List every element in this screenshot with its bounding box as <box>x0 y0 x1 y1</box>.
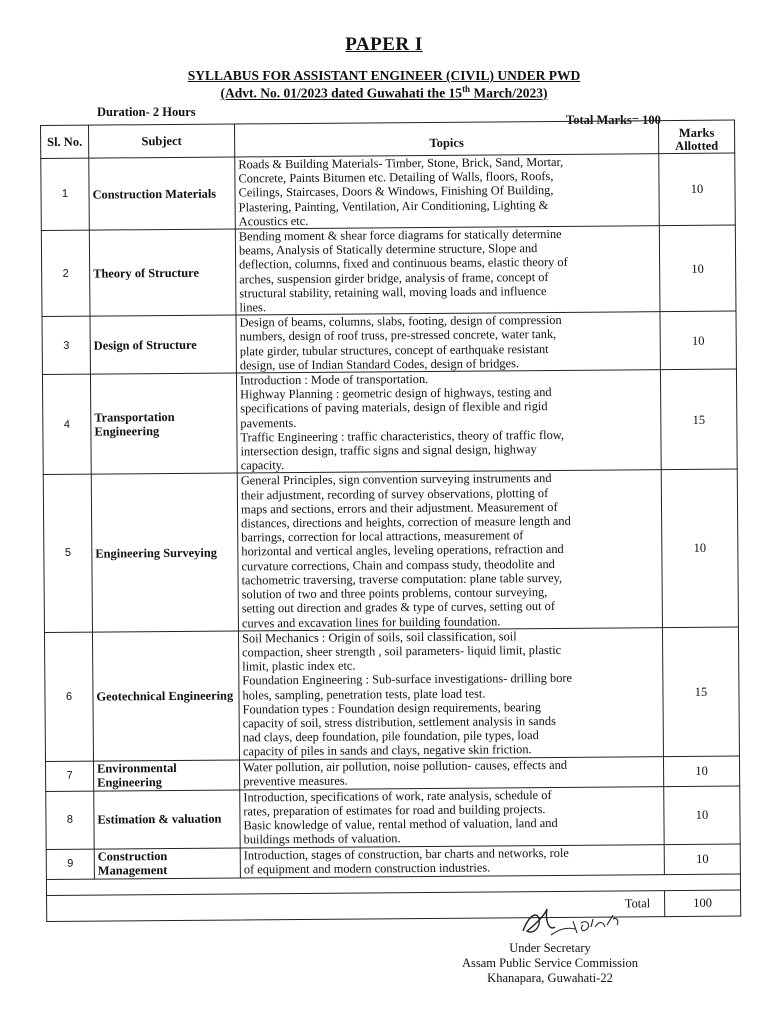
row-number: 3 <box>42 316 90 374</box>
topic-line: plate girder, tubular structures, concept of earthquake resistant <box>239 341 549 359</box>
row-number: 2 <box>41 230 90 317</box>
topic-line: specifications of paving materials, design of flexible and rigid <box>240 399 548 416</box>
row-topics <box>236 312 660 373</box>
row-number: 9 <box>46 849 94 879</box>
table-row <box>41 153 736 230</box>
topic-line: Design of beams, columns, slabs, footing, design of compression <box>239 313 562 330</box>
header-marks: Marks Allotted <box>658 120 734 154</box>
row-topics <box>239 756 663 789</box>
row-marks: 10 <box>660 311 736 369</box>
row-subject: Environmental Engineering <box>93 759 239 790</box>
total-row <box>47 890 741 921</box>
row-number: 8 <box>46 791 94 849</box>
advertisement-line <box>0 84 768 102</box>
topic-line: arches, suspension girder bridge, analysis of frame, concept of <box>239 269 549 287</box>
topic-line: tachometric traversing, traverse computation: plane table survey, <box>241 570 563 588</box>
topic-line: Bending moment & shear force diagrams for statically determine <box>238 226 562 244</box>
handwritten-signature <box>515 905 625 943</box>
topic-line: lines. <box>239 300 266 315</box>
row-subject: Geotechnical Engineering <box>92 631 239 761</box>
topic-line: horizontal and vertical angles, leveling operations, refraction and <box>241 542 564 559</box>
topic-line: distances, directions and heights, correction of measure length and <box>241 513 571 531</box>
signatory-address: Khanapara, Guwahati-22 <box>487 971 613 985</box>
row-number: 5 <box>43 475 92 633</box>
topic-line: Basic knowledge of value, rental method of valuation, land and <box>243 815 558 833</box>
row-number: 7 <box>45 761 93 791</box>
topic-line: Plastering, Painting, Ventilation, Air Conditioning, Lighting & <box>238 197 549 215</box>
table-row <box>43 470 738 633</box>
total-value: 100 <box>665 890 741 917</box>
row-number: 6 <box>44 632 93 761</box>
row-subject: Transportation Engineering <box>90 373 237 475</box>
topic-line: Introduction, specifications of work, rate analysis, schedule of <box>243 787 552 805</box>
row-marks: 15 <box>660 369 737 470</box>
topic-line: Roads & Building Materials- Timber, Stone, Brick, Sand, Mortar, <box>238 154 564 172</box>
total-marks-label: Total Marks= 100 <box>566 113 661 127</box>
row-subject: Engineering Surveying <box>91 473 238 631</box>
table-row <box>42 369 737 475</box>
duration-label: Duration- 2 Hours <box>97 105 196 119</box>
row-topics <box>235 154 660 229</box>
topic-line: Water pollution, air pollution, noise pollution- causes, effects and <box>242 757 568 775</box>
row-topics <box>240 844 664 877</box>
topic-line: limit, plastic index etc. <box>242 658 356 674</box>
advt-sup: th <box>462 84 471 94</box>
topic-line: Highway Planning : geometric design of highways, testing and <box>240 385 552 402</box>
topic-line: structural stability, retaining wall, moving loads and influence <box>239 283 547 301</box>
topic-line: maps and sections, errors and their adjustment. Measurement of <box>240 499 558 517</box>
row-subject: Theory of Structure <box>89 229 236 316</box>
topic-line: their adjustment, recording of survey observations, plotting of <box>240 485 549 503</box>
topic-line: Ceilings, Staircases, Doors & Windows, Finishing Of Building, <box>238 183 554 200</box>
topic-line: numbers, design of roof truss, pre-stressed concrete, water tank, <box>239 327 557 344</box>
table-row <box>46 786 740 849</box>
signature-text <box>440 941 660 986</box>
blank-cell <box>664 874 740 891</box>
topic-line: Traffic Engineering : traffic characteristics, theory of traffic flow, <box>240 427 565 445</box>
row-marks: 10 <box>664 786 740 845</box>
topic-line: Acoustics etc. <box>238 213 309 229</box>
topic-line: Concrete, Paints Bitumen etc. Detailing of Walls, floors, Roofs, <box>238 169 554 186</box>
row-subject: Design of Structure <box>90 315 236 374</box>
topic-line: Introduction, stages of construction, bar charts and networks, role <box>243 845 569 863</box>
topic-line: curvature corrections, Chain and compass study, theodolite and <box>241 556 555 574</box>
topic-line: capacity of soil, stress distribution, settlement analysis in sands <box>242 713 556 731</box>
table-header-row <box>41 120 735 158</box>
row-subject: Estimation & valuation <box>94 789 240 848</box>
topic-line: pavements. <box>240 415 297 431</box>
syllabus-subtitle: SYLLABUS FOR ASSISTANT ENGINEER (CIVIL) UNDER PWD <box>187 68 581 83</box>
header-sl-no: Sl. No. <box>41 125 89 158</box>
row-marks: 10 <box>663 756 739 787</box>
row-topics <box>235 226 660 316</box>
signatory-title: Under Secretary <box>509 941 591 955</box>
blank-cell <box>46 879 94 895</box>
topic-line: curves and excavation lines for building foundation. <box>241 613 501 630</box>
row-topics <box>236 370 661 474</box>
topic-line: holes, sampling, penetration tests, plate load test. <box>242 686 486 702</box>
topic-line: intersection design, traffic signs and signal design, highway <box>240 442 537 459</box>
topic-line: Foundation Engineering : Sub-surface investigations- drilling bore <box>242 671 573 688</box>
topic-line: capacity. <box>240 458 285 473</box>
topic-line: preventive measures. <box>243 773 348 789</box>
row-topics <box>240 786 664 847</box>
table-row <box>42 311 736 374</box>
topic-line: General Principles, sign convention surveying instruments and <box>240 471 552 488</box>
advt-tail: March/2023) <box>470 85 548 101</box>
topic-line: design, use of Indian Standard Codes, design of bridges. <box>239 356 520 373</box>
topic-line: beams, Analysis of Statically determine structure, Slope and <box>238 241 538 258</box>
topic-line: rates, preparation of estimates for road and building projects. <box>243 801 546 819</box>
table-row <box>41 225 736 317</box>
topic-line: deflection, columns, fixed and continuous beams, elastic theory of <box>239 255 568 272</box>
syllabus-table <box>40 120 741 922</box>
row-topics <box>238 627 663 759</box>
header-topics: Topics <box>234 121 658 157</box>
row-subject: Construction Management <box>94 847 240 878</box>
header-subject: Subject <box>89 124 235 158</box>
signatory-organization: Assam Public Service Commission <box>461 956 639 970</box>
topic-line: setting out direction and grades & type of curves, setting out of <box>241 599 555 616</box>
row-marks: 15 <box>662 627 739 756</box>
topic-line: compaction, sheer strength , soil parameters- liquid limit, plastic <box>242 642 562 660</box>
topic-line: of equipment and modern construction industries. <box>243 860 491 877</box>
topic-line: Soil Mechanics : Origin of soils, soil classification, soil <box>241 628 517 646</box>
topic-line: barrings, correction for local attractions, measurement of <box>241 528 524 545</box>
advt-main: (Advt. No. 01/2023 dated Guwahati the 15 <box>220 85 463 101</box>
topic-line: Foundation types : Foundation design requirements, bearing <box>242 699 542 717</box>
row-subject: Construction Materials <box>89 157 236 230</box>
blank-cell <box>94 877 240 894</box>
total-label: Total <box>47 890 665 921</box>
row-marks: 10 <box>659 153 736 226</box>
topic-line: Introduction : Mode of transportation. <box>239 372 429 388</box>
paper-title: PAPER I <box>345 34 423 55</box>
row-marks: 10 <box>664 844 740 875</box>
table-row <box>44 627 739 761</box>
row-marks: 10 <box>661 470 738 628</box>
row-number: 1 <box>41 158 90 230</box>
topic-line: solution of two and three points problems, contour surveying, <box>241 585 548 602</box>
topic-line: nad clays, deep foundation, pile foundation, pile types, load <box>242 728 539 745</box>
row-topics <box>237 470 662 631</box>
topic-line: buildings methods of valuation. <box>243 831 401 847</box>
topic-line: capacity of piles in sands and clays, negative skin friction. <box>242 742 532 759</box>
row-marks: 10 <box>659 225 736 312</box>
row-number: 4 <box>42 374 91 475</box>
